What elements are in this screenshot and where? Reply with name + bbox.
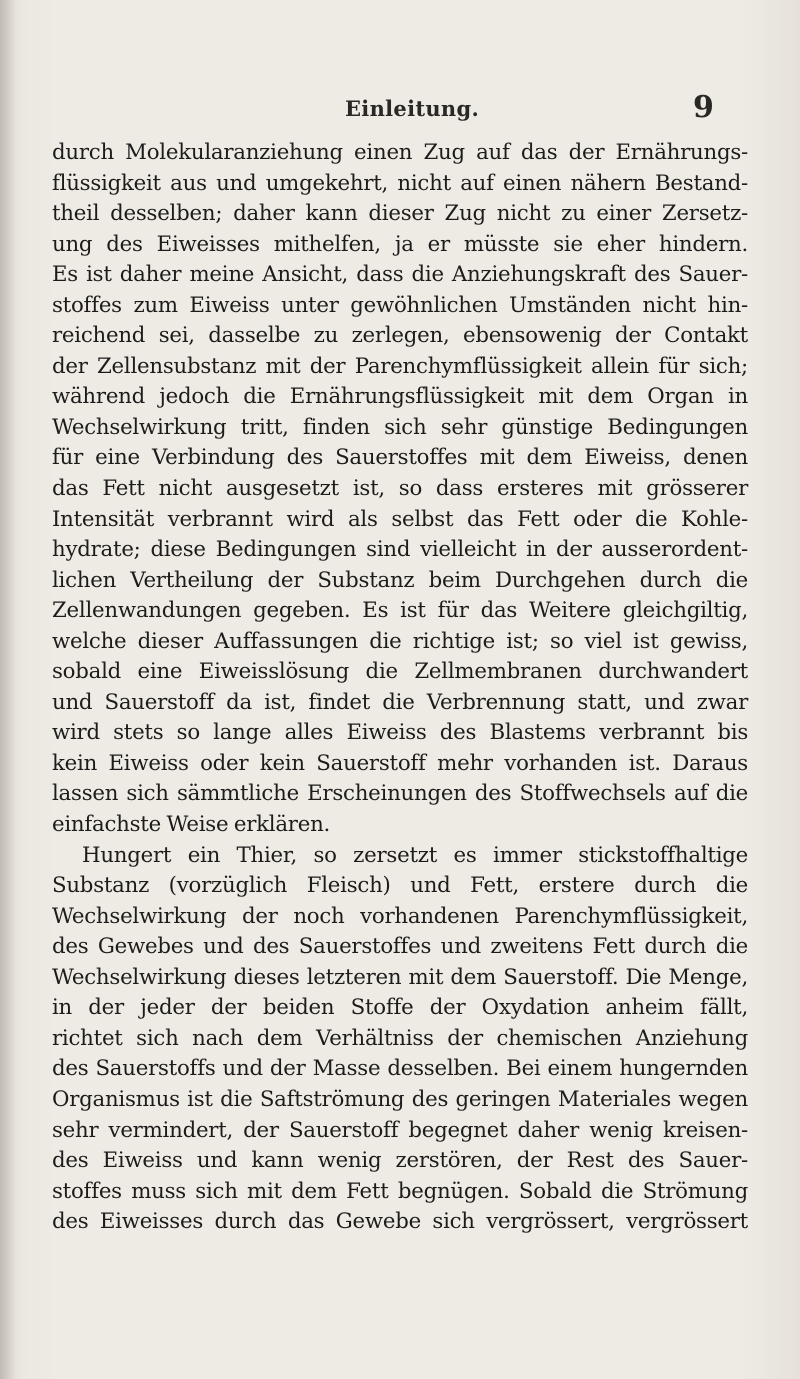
text-line: Es ist daher meine Ansicht, dass die Anziehungskraft des Sauer-	[52, 262, 748, 288]
text-line: stoffes muss sich mit dem Fett begnügen. Sobald die Strömung	[52, 1178, 748, 1204]
running-title: Einleitung.	[345, 96, 480, 121]
text-line: lassen sich sämmtliche Erscheinungen des Stoffwechsels auf die	[52, 781, 748, 807]
text-line: der Zellensubstanz mit der Parenchymflüssigkeit allein für sich;	[52, 353, 748, 379]
text-line: Organismus ist die Saftströmung des geringen Materiales wegen	[52, 1086, 748, 1112]
text-line: Wechselwirkung dieses letzteren mit dem Sauerstoff. Die Menge,	[52, 964, 748, 990]
text-line: theil desselben; daher kann dieser Zug nicht zu einer Zersetz-	[52, 201, 748, 227]
body-text	[52, 138, 748, 1238]
text-line: Wechselwirkung tritt, finden sich sehr günstige Bedingungen	[52, 414, 748, 440]
text-line: für eine Verbindung des Sauerstoffes mit dem Eiweiss, denen	[52, 445, 748, 471]
text-line: in der jeder der beiden Stoffe der Oxydation anheim fällt,	[52, 995, 748, 1021]
text-line: stoffes zum Eiweiss unter gewöhnlichen Umständen nicht hin-	[52, 292, 748, 318]
text-line: sobald eine Eiweisslösung die Zellmembranen durchwandert	[52, 659, 748, 685]
paragraph-end-line: einfachste Weise erklären.	[52, 812, 331, 838]
text-line: des Eiweiss und kann wenig zerstören, der Rest des Sauer-	[52, 1148, 748, 1174]
text-line: welche dieser Auffassungen die richtige ist; so viel ist gewiss,	[52, 628, 748, 654]
text-line: das Fett nicht ausgesetzt ist, so dass ersteres mit grösserer	[52, 476, 748, 502]
text-line: Intensität verbrannt wird als selbst das Fett oder die Kohle-	[52, 506, 748, 532]
text-line: flüssigkeit aus und umgekehrt, nicht auf einen nähern Bestand-	[52, 170, 748, 196]
text-line: sehr vermindert, der Sauerstoff begegnet daher wenig kreisen-	[52, 1117, 748, 1143]
text-line: während jedoch die Ernährungsflüssigkeit mit dem Organ in	[52, 384, 748, 410]
text-line: des Sauerstoffs und der Masse desselben. Bei einem hungernden	[52, 1056, 748, 1082]
text-line: richtet sich nach dem Verhältniss der chemischen Anziehung	[52, 1025, 748, 1051]
page-edge-shadow	[0, 0, 16, 1379]
text-line: Zellenwandungen gegeben. Es ist für das Weitere gleichgiltig,	[52, 598, 748, 624]
paragraph-start-line: Hungert ein Thier, so zersetzt es immer stickstoffhaltige	[82, 842, 748, 868]
text-line: kein Eiweiss oder kein Sauerstoff mehr vorhanden ist. Daraus	[52, 750, 748, 776]
text-line: Wechselwirkung der noch vorhandenen Parenchymflüssigkeit,	[52, 903, 748, 929]
text-line: wird stets so lange alles Eiweiss des Blastems verbrannt bis	[52, 720, 748, 746]
text-line: hydrate; diese Bedingungen sind vielleicht in der ausserordent-	[52, 537, 748, 563]
text-line: reichend sei, dasselbe zu zerlegen, ebensowenig der Contakt	[52, 323, 748, 349]
text-line: durch Molekularanziehung einen Zug auf das der Ernährungs-	[52, 140, 748, 165]
text-line: des Gewebes und des Sauerstoffes und zweitens Fett durch die	[52, 934, 748, 960]
text-line: lichen Vertheilung der Substanz beim Durchgehen durch die	[52, 567, 748, 593]
text-line: Substanz (vorzüglich Fleisch) und Fett, erstere durch die	[52, 873, 748, 899]
page-header	[0, 90, 800, 136]
page-number: 9	[693, 90, 714, 125]
text-line: ung des Eiweisses mithelfen, ja er müsste sie eher hindern.	[52, 231, 748, 257]
text-line: des Eiweisses durch das Gewebe sich vergrössert, vergrössert	[52, 1209, 748, 1235]
text-line: und Sauerstoff da ist, findet die Verbrennung statt, und zwar	[52, 689, 748, 715]
